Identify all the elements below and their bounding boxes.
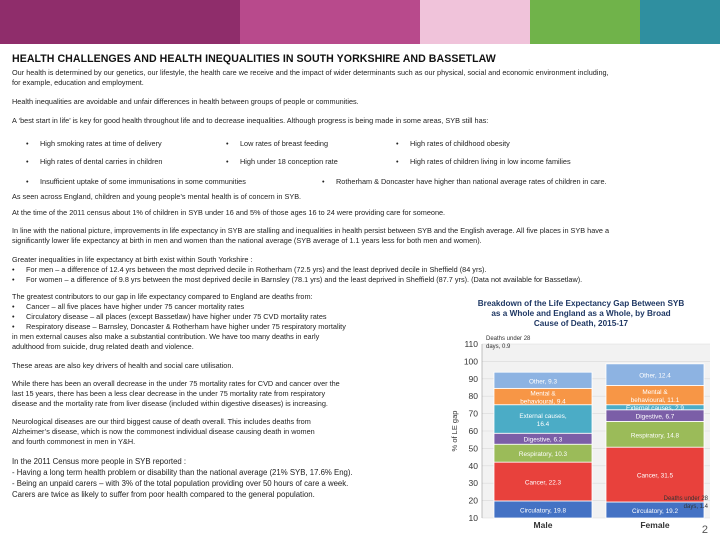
body-text: In line with the national picture, improvements in life expectancy in SYB are stalling and inequalities in health persist between SYB and the English average. All five places in SYB have a [12, 226, 610, 235]
bar-data-label: Digestive, 6.3 [523, 436, 563, 444]
list-item: • High under 18 conception rate [226, 157, 338, 166]
body-text: At the time of the 2011 census about 1% of children in SYB under 16 and 5% of those ages 16 to 24 were providing care for someone. [12, 208, 446, 217]
body-text: As seen across England, children and young people’s mental health is of concern in SYB. [12, 192, 302, 201]
y-tick-label: 60 [468, 426, 478, 436]
body-text: Alzheimer’s disease, which is now the commonest individual disease causing death in women [12, 427, 315, 436]
body-text: disease and the mortality rate from liver disease (included within digestive diseases) is increasing. [12, 399, 328, 408]
bar-data-label: Respiratory, 14.8 [630, 432, 680, 440]
intro-text: for example, education and employment. [12, 78, 144, 87]
chart-title-line: Cause of Death, 2015-17 [533, 319, 629, 328]
list-item: • High rates of children living in low income families [396, 157, 571, 166]
chart-svg [448, 296, 714, 528]
body-text: Neurological diseases are our third biggest cause of death overall. This includes deaths from [12, 417, 311, 426]
body-text: in men external causes also make a substantial contribution. We have too many deaths in early [12, 332, 320, 341]
y-tick-label: 20 [468, 495, 478, 506]
list-item: • Circulatory disease – all places (except Bassetlaw) have higher under 75 CVD mortality rates [12, 312, 327, 321]
page-title: HEALTH CHALLENGES AND HEALTH INEQUALITIES IN SOUTH YORKSHIRE AND BASSETLAW [12, 53, 496, 65]
x-tick-label: Male [533, 520, 553, 528]
chart-title-line: Breakdown of the Life Expectancy Gap Between SYB [477, 299, 685, 308]
bar-data-label: Circulatory, 19.8 [519, 507, 567, 515]
y-tick-label: 110 [464, 339, 478, 349]
banner-segment [420, 0, 530, 44]
y-tick-label: 70 [468, 408, 478, 419]
header-banner [0, 0, 720, 44]
list-item: • High smoking rates at time of delivery [26, 139, 162, 148]
bar-data-label: Circulatory, 19.2 [631, 507, 679, 515]
bar-data-label: Other, 9.3 [528, 378, 558, 386]
intro-text: Our health is determined by our genetics, our lifestyle, the health care we receive and the impact of wider determinants such as our physical, social and economic environment including, [12, 68, 609, 77]
intro-text: A ‘best start in life’ is key for good health throughout life and to decrease inequalities. Although progress is being made in some areas, SYB still has: [12, 116, 489, 125]
body-text: adulthood from suicide, drug related death and violence. [12, 342, 194, 351]
body-text: Greater inequalities in life expectancy at birth exist within South Yorkshire : [12, 255, 253, 264]
page-number: 2 [701, 524, 708, 536]
bar-data-label: Digestive, 6.7 [635, 413, 675, 421]
banner-segment [640, 0, 720, 44]
y-tick-label: 30 [468, 478, 478, 489]
chart-annotation: Deaths under 28 [486, 336, 531, 342]
body-text: significantly lower life expectancy at birth in men and women than the national average (SYB average of 1.1 years less for both men and women). [12, 236, 482, 245]
body-text: In the 2011 Census more people in SYB reported : [12, 457, 187, 466]
y-tick-label: 90 [468, 373, 478, 384]
list-item: • Low rates of breast feeding [226, 139, 329, 148]
y-tick-label: 80 [468, 391, 478, 402]
x-tick-label: Female [640, 520, 670, 528]
body-text: While there has been an overall decrease in the under 75 mortality rates for CVD and cancer over the [12, 379, 340, 388]
bar-data-label: behavioural, 11.1 [630, 397, 680, 405]
list-item: • High rates of dental carries in children [26, 157, 163, 166]
bar-data-label: Mental & [642, 389, 668, 397]
y-tick-label: 100 [463, 356, 478, 367]
y-tick-label: 50 [468, 443, 478, 454]
banner-segment [0, 0, 240, 44]
bar-data-label: External causes, 2.9 [626, 405, 684, 413]
life-expectancy-gap-chart [448, 296, 714, 528]
body-text: last 15 years, there has been a less clear decrease in the under 75 mortality rate from respiratory [12, 389, 326, 398]
body-text: - Being an unpaid carers – with 3% of the total population providing over 50 hours of care a week. [12, 479, 349, 488]
chart-title-line: as a Whole and England as a Whole, by Broad [491, 309, 671, 318]
bar-data-label: behavioural, 9.4 [520, 398, 566, 406]
banner-segment [530, 0, 640, 44]
chart-annotation: days, 1.4 [683, 504, 708, 510]
body-text: These areas are also key drivers of health and social care utilisation. [12, 361, 234, 370]
list-item: • Insufficient uptake of some immunisations in some communities [26, 177, 246, 186]
list-item: • Rotherham & Doncaster have higher than national average rates of children in care. [322, 177, 607, 186]
list-item: • Cancer – all five places have higher under 75 cancer mortality rates [12, 302, 245, 311]
y-axis-label: % of LE gap [450, 410, 459, 452]
bar-data-label: Cancer, 31.5 [636, 472, 674, 480]
body-text: Carers are twice as likely to suffer from poor health compared to the general population. [12, 490, 315, 499]
intro-text: Health inequalities are avoidable and unfair differences in health between groups of people or communities. [12, 97, 359, 106]
bar-data-label: 16.4 [536, 420, 550, 428]
bar-data-label: External causes, [519, 412, 567, 420]
y-tick-label: 10 [468, 513, 478, 523]
y-tick-label: 40 [468, 460, 478, 471]
body-text: The greatest contributors to our gap in life expectancy compared to England are deaths from: [12, 292, 313, 301]
list-item: • For women – a difference of 9.8 yrs between the most deprived decile in Barnsley (78.1 yrs) and the least deprived in Sheffield (87.7 yrs). (Data not available for Bassetlaw). [12, 275, 583, 284]
body-text: and fourth commonest in men in Y&H. [12, 437, 136, 446]
bar-data-label: Mental & [530, 390, 556, 398]
body-text: - Having a long term health problem or disability than the national average (21% SYB, 17.6% Eng). [12, 468, 353, 477]
chart-annotation: Deaths under 28 [663, 496, 708, 502]
bar-data-label: Cancer, 22.3 [524, 479, 562, 487]
list-item: • High rates of childhood obesity [396, 139, 510, 148]
bar-data-label: Respiratory, 10.3 [518, 451, 568, 459]
list-item: • For men – a difference of 12.4 yrs between the most deprived decile in Rotherham (72.5 yrs) and the least deprived decile in Sheffield (84 yrs). [12, 265, 487, 274]
banner-segment [240, 0, 420, 44]
bar-data-label: Other, 12.4 [639, 372, 671, 380]
chart-annotation: days, 0.9 [486, 344, 511, 350]
list-item: • Respiratory disease – Barnsley, Doncaster & Rotherham have higher under 75 respiratory mortality [12, 322, 346, 331]
